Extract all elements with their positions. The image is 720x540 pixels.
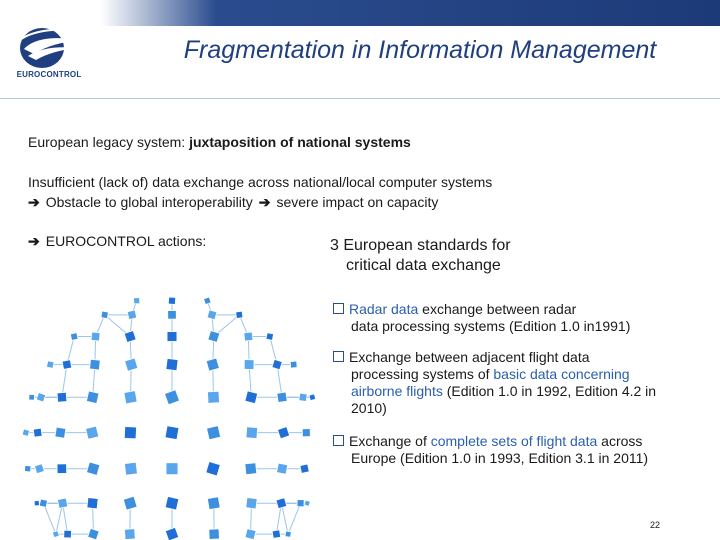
bullet-text-prefix: processing systems of: [351, 366, 494, 382]
globe-node: [22, 429, 29, 436]
globe-node: [277, 392, 287, 402]
legacy-bold: juxtaposition of national systems: [189, 134, 411, 150]
globe-node: [34, 500, 39, 505]
globe-node: [245, 391, 258, 404]
globe-node: [206, 358, 219, 371]
globe-node: [64, 530, 72, 538]
standards-line-2: critical data exchange: [346, 257, 501, 274]
globe-node: [88, 528, 100, 540]
right-arrow-icon: ➔: [28, 233, 40, 249]
globe-node: [57, 464, 67, 474]
globe-node: [52, 531, 59, 538]
globe-node: [245, 463, 257, 475]
globe-node: [165, 426, 179, 440]
globe-node: [206, 461, 221, 476]
globe-node: [236, 311, 243, 318]
globe-node: [299, 393, 307, 401]
bullet-highlight: Radar data: [349, 301, 419, 317]
checkbox-bullet-icon: [333, 303, 344, 314]
globe-node: [167, 332, 177, 342]
actions-line: [28, 233, 206, 250]
bullet-highlight: basic data concerning: [493, 366, 630, 382]
globe-node: [246, 427, 258, 439]
globe-node: [124, 391, 137, 404]
globe-node: [47, 361, 55, 369]
globe-node: [34, 464, 44, 474]
globe-node: [165, 496, 179, 510]
bullet-text: exchange between radar: [418, 301, 577, 317]
globe-node: [134, 298, 140, 304]
globe-node: [124, 529, 135, 540]
globe-node: [302, 429, 310, 437]
bullet-text-cont: [333, 383, 713, 400]
bullet-text-cont: [333, 366, 713, 383]
obstacle-text: Obstacle to global interoperability: [45, 194, 253, 210]
bullet-adjacent-flight-data: [333, 349, 713, 417]
globe-node: [55, 427, 66, 438]
bullet-radar-data: [333, 301, 713, 335]
globe-node: [244, 360, 254, 370]
right-arrow-icon: ➔: [258, 194, 271, 210]
obstacle-line: [28, 194, 438, 211]
globe-node: [290, 361, 297, 368]
globe-node: [33, 428, 42, 437]
globe-node: [124, 462, 137, 475]
globe-node: [24, 465, 30, 471]
logo-text: EUROCONTROL: [16, 70, 82, 79]
bullet-text: Exchange between adjacent flight data: [349, 349, 590, 365]
globe-node: [277, 463, 288, 474]
checkbox-bullet-icon: [333, 351, 344, 362]
insufficient-line: Insufficient (lack of) data exchange across national/local computer systems: [28, 174, 493, 190]
globe-node: [266, 333, 274, 341]
globe-node: [166, 463, 178, 475]
globe-node: [246, 498, 257, 509]
globe-node: [86, 426, 99, 439]
globe-node: [276, 498, 287, 509]
globe-node: [168, 297, 175, 304]
globe-node: [272, 530, 281, 539]
legacy-system-line: [28, 134, 411, 150]
globe-node: [297, 500, 304, 507]
header-bar: [0, 0, 720, 26]
globe-node: [168, 311, 177, 320]
globe-node: [209, 529, 220, 540]
bullet-highlight: complete sets of flight data: [430, 433, 598, 449]
legacy-label: European legacy system:: [28, 134, 186, 150]
bullet-text: Exchange of: [349, 433, 431, 449]
right-arrow-icon: ➔: [28, 194, 40, 210]
globe-node: [124, 427, 136, 439]
globe-node: [57, 392, 67, 402]
globe-node: [70, 333, 78, 341]
standards-heading: [330, 236, 511, 276]
globe-node: [165, 390, 180, 405]
globe-node: [90, 359, 101, 370]
globe-node: [166, 358, 178, 370]
globe-node: [300, 464, 309, 473]
impact-text: severe impact on capacity: [276, 194, 439, 210]
globe-node: [285, 531, 291, 537]
globe-node: [86, 391, 99, 404]
globe-node: [127, 310, 137, 320]
bullet-text-cont: data processing systems (Edition 1.0 in1991): [351, 318, 631, 334]
globe-node: [207, 310, 217, 320]
bullet-text-tail: across: [597, 433, 643, 449]
globe-node: [207, 426, 221, 440]
page-number: 22: [650, 520, 661, 530]
globe-node: [36, 393, 45, 402]
globe-node: [207, 497, 220, 510]
globe-node: [101, 311, 108, 318]
globe-node: [272, 359, 282, 369]
globe-node: [244, 332, 253, 341]
checkbox-bullet-icon: [333, 435, 344, 446]
title-divider: [0, 98, 720, 99]
globe-node: [204, 297, 212, 305]
network-globe-image: [22, 268, 316, 540]
globe-node: [245, 529, 256, 540]
globe-node: [123, 496, 137, 510]
globe-node: [304, 500, 310, 506]
bullet-complete-flight-data: [333, 433, 713, 467]
actions-label: EUROCONTROL actions:: [45, 233, 207, 249]
globe-node: [309, 394, 316, 401]
globe-node: [29, 394, 35, 400]
bullet-text-edition: (Edition 1.0 in 1992, Edition 4.2 in: [442, 383, 657, 399]
globe-node: [87, 498, 98, 509]
globe-node: [91, 332, 100, 341]
globe-node: [57, 498, 67, 508]
globe-node: [277, 427, 289, 439]
bullet-highlight-2: airborne flights: [351, 383, 443, 399]
standards-line-1: 3 European standards for: [330, 237, 511, 254]
globe-node: [87, 462, 100, 475]
globe-node: [62, 360, 72, 370]
globe-node: [208, 391, 220, 403]
globe-node: [39, 499, 47, 507]
bullet-text-year: 2010): [351, 400, 387, 416]
page-title: Fragmentation in Information Management: [183, 36, 657, 64]
globe-node: [125, 358, 138, 371]
bullet-text-cont: Europe (Edition 1.0 in 1993, Edition 3.1 in 2011): [351, 450, 649, 466]
globe-node: [165, 527, 178, 540]
